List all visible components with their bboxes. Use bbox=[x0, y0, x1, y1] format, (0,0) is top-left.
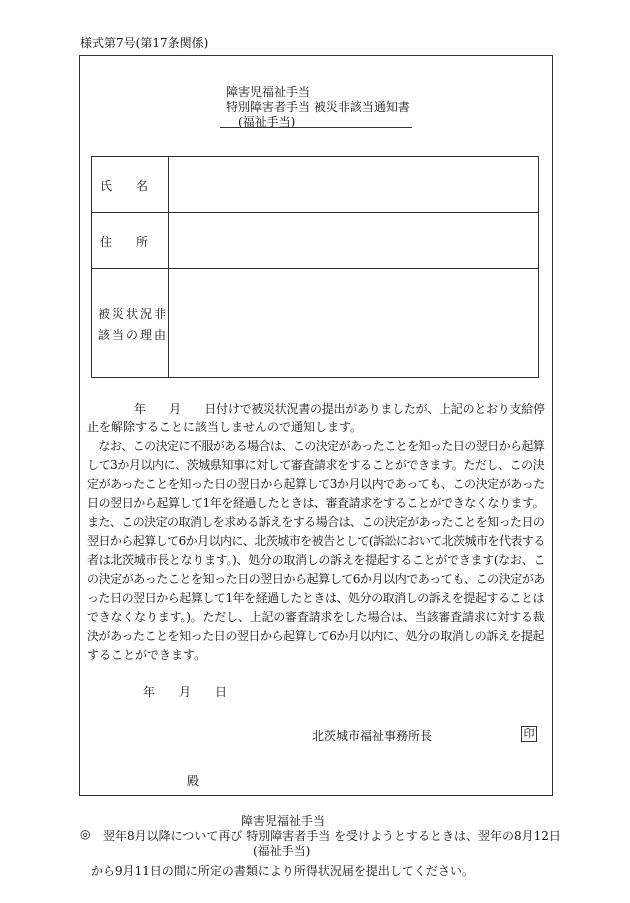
body-line: 日の翌日から起算して1年を経過したときは、審査請求をすることができなくなります。 bbox=[87, 496, 545, 510]
title-underline bbox=[220, 127, 412, 128]
body-line: なお、この決定に不服がある場合は、この決定があったことを知った日の翌日から起算 bbox=[87, 439, 545, 453]
body-line: った日の翌日から起算して1年を経過したときは、処分の取消しの訴えを提起することは bbox=[87, 591, 545, 605]
body-line: 年 月 日付けで被災状況書の提出がありましたが、上記のとおり支給停 bbox=[87, 402, 545, 416]
reason-label-1: 被災状況非 bbox=[98, 307, 169, 321]
reason-label-2: 該当の理由 bbox=[98, 328, 169, 342]
address-field[interactable] bbox=[169, 212, 538, 268]
title-line-2: 特別障害者手当 被災非該当通知書 bbox=[226, 100, 410, 114]
note-mark: ◎ bbox=[80, 827, 91, 841]
body-line: 翌日から起算して6か月以内に、北茨城市を被告として(訴訟において北茨城市を代表する bbox=[87, 534, 545, 548]
note-main-line: 翌年8月以降について再び 特別障害者手当 を受けようとするときは、翌年の8月12日 bbox=[103, 829, 561, 843]
name-row bbox=[92, 157, 538, 213]
seal-mark: 印 bbox=[521, 726, 537, 742]
title-line-3: (福祉手当) bbox=[238, 115, 296, 129]
form-number: 様式第7号(第17条関係) bbox=[80, 36, 209, 50]
body-line: して3か月以内に、茨城県知事に対して審査請求をすることができます。ただし、この決 bbox=[87, 458, 545, 472]
body-line: 者は北茨城市長となります。)、処分の取消しの訴えを提起することができます(なお、こ bbox=[87, 553, 546, 567]
body-line: の決定があったことを知った日の翌日から起算して6か月以内であっても、この決定があ bbox=[87, 572, 545, 586]
note-top-label: 障害児福祉手当 bbox=[241, 814, 326, 828]
body-line: できなくなります。)。ただし、上記の審査請求をした場合は、当該審査請求に対する裁 bbox=[87, 610, 545, 624]
issuer-name: 北茨城市福祉事務所長 bbox=[312, 729, 433, 743]
body-line: 定があったことを知った日の翌日から起算して3か月以内であっても、この決定があった bbox=[87, 477, 545, 491]
note-last-line: から9月11日の間に所定の書類により所得状況届を提出してください。 bbox=[91, 864, 474, 878]
name-field[interactable] bbox=[169, 157, 538, 212]
issue-date: 年 月 日 bbox=[143, 685, 228, 699]
body-line: 決があったことを知った日の翌日から起算して6か月以内に、処分の取消しの訴えを提起 bbox=[87, 629, 545, 643]
note-sub-label: (福祉手当) bbox=[253, 844, 311, 858]
body-line: 止を解除することに該当しませんので通知します。 bbox=[87, 420, 363, 434]
title-line-1: 障害児福祉手当 bbox=[226, 85, 311, 99]
address-label: 住 所 bbox=[100, 235, 149, 249]
body-line: また、この決定の取消しを求める訴えをする場合は、この決定があったことを知った日の bbox=[87, 515, 545, 529]
address-row bbox=[92, 212, 538, 269]
reason-row bbox=[92, 268, 538, 377]
recipient-suffix: 殿 bbox=[187, 774, 200, 788]
body-line: することができます。 bbox=[87, 648, 207, 662]
info-table bbox=[91, 156, 539, 378]
name-label: 氏 名 bbox=[100, 179, 149, 193]
reason-field[interactable] bbox=[169, 268, 538, 377]
